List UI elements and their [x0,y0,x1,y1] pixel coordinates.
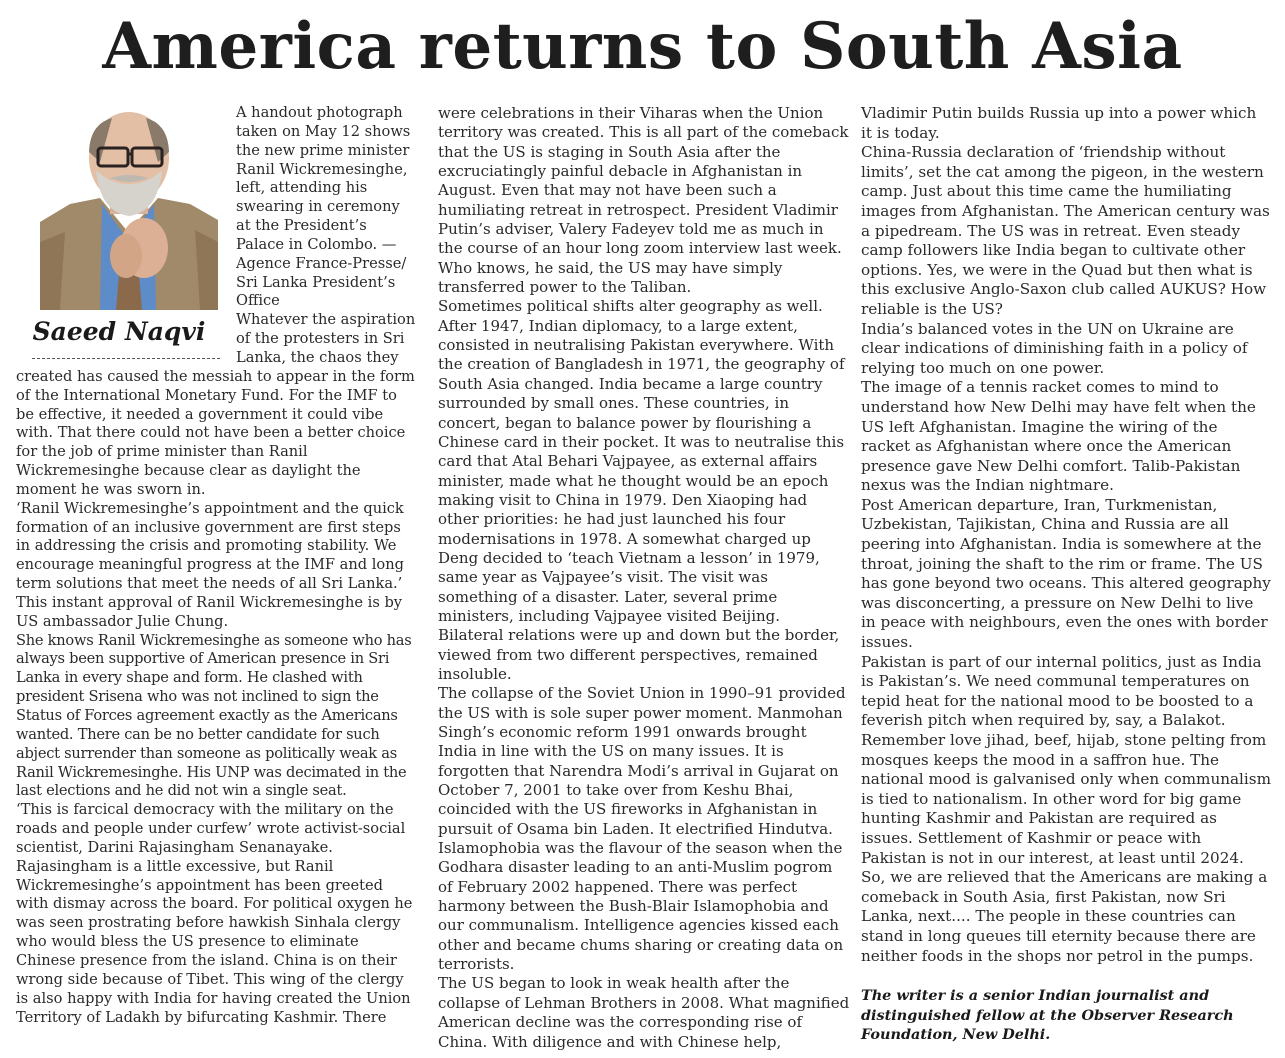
paragraph: Post American departure, Iran, Turkmenistan, Uzbekistan, Tajikistan, China and Russia are all peering into Afghanistan. India is somewhere at the throat, joining the shaft to the rim or frame. The US has gone beyond two oceans. This altered geography was disconcerting, a pressure on New Delhi to live in peace with neighbours, even the ones with border issues. [861,495,1271,652]
paragraph: India’s balanced votes in the UN on Ukraine are clear indications of diminishing faith in a policy of relying too much on one power. [861,319,1248,377]
column-3 [861,104,1271,1045]
byline-divider [32,358,220,359]
author-footnote: The writer is a senior Indian journalist and distinguished fellow at the Observer Research Foundation, New Delhi. [861,987,1234,1044]
paragraph: The collapse of the Soviet Union in 1990–91 provided the US with is sole super power moment. Manmohan Singh’s economic reform 1991 onwards brought India in line with the US on many issues. It is forgotten that Narendra Modi’s arrival in Gujarat on October 7, 2001 to take over from Keshu Bhai, coincided with the US fireworks in Afghanistan in pursuit of Osama bin Laden. It electrified Hindutva. Islamophobia was the flavour of the season when the Godhara disaster leading to an anti-Muslim pogrom of February 2002 happened. There was perfect harmony between the Bush-Blair Islamophobia and our communalism. Intelligence agencies kissed each other and became chums sharing or creating data on terrorists. [438,684,846,974]
paragraph: Pakistan is part of our internal politics, just as India is Pakistan’s. We need communal temperatures on tepid heat for the national mood to be boosted to a feverish pitch when required by, say, a Balakot. Remember love jihad, beef, hijab, stone pelting from mosques keeps the mood in a saffron hue. The national mood is galvanised only when communalism is tied to nationalism. In other word for big game hunting Kashmir and Pakistan are required as issues. Settlement of Kashmir or peace with Pakistan is not in our interest, at least until 2024. [861,652,1271,867]
paragraph: Rajasingham is a little excessive, but Ranil Wickremesinghe’s appointment has been greeted with dismay across the board. For political oxygen he was seen prostrating before hawkish Sinhala clergy who would bless the US presence to eliminate Chinese presence from the island. China is on their wrong side because of Tibet. This wing of the clergy is also happy with India for having created the Union Territory of Ladakh by bifurcating Kashmir. There [16,857,413,1026]
headline: America returns to South Asia [102,9,1183,84]
author-byline: Saeed Naqvi [32,317,206,346]
paragraph: Sometimes political shifts alter geography as well. After 1947, Indian diplomacy, to a large extent, consisted in neutralising Pakistan everywhere. With the creation of Bangladesh in 1971, the geography of South Asia changed. India became a large country surrounded by small ones. These countries, in concert, began to balance power by flourishing a Chinese card in their pocket. It was to neutralise this card that Atal Behari Vajpayee, as external affairs minister, made what he thought would be an epoch making visit to China in 1979. Den Xiaoping had other priorities: he had just launched his four modernisations in 1978. A somewhat charged up Deng decided to ‘teach Vietnam a lesson’ in 1979, same year as Vajpayee’s visit. The visit was something of a disaster. Later, several prime ministers, including Vajpayee visited Beijing. Bilateral relations were up and down but the border, viewed from two different perspectives, remained insoluble. [438,297,845,683]
paragraph: So, we are relieved that the Americans are making a comeback in South Asia, first Pakistan, now Sri Lanka, next.... The people in these countries can stand in long queues till eternity because there are neither foods in the shops nor petrol in the pumps. [861,868,1268,965]
paragraph: Whatever the aspiration of the protesters in Sri Lanka, the chaos they created has caused the messiah to appear in the form of the International Monetary Fund. For the IMF to be effective, it needed a government it could vibe with. That there could not have been a better choice for the job of prime minister than Ranil Wickremesinghe because clear as daylight the moment he was sworn in. [16,311,416,498]
paragraph: The image of a tennis racket comes to mind to understand how New Delhi may have felt when the US left Afghanistan. Imagine the wiring of the racket as Afghanistan where once the American presence gave New Delhi comfort. Talib-Pakistan nexus was the Indian nightmare. [861,378,1256,495]
paragraph: The US began to look in weak health after the collapse of Lehman Brothers in 2008. What magnified American decline was the corresponding rise of China. With diligence and with Chinese help, [438,974,850,1051]
photo-caption: A handout photograph taken on May 12 shows the new prime minister Ranil Wickremesinghe, left, attending his swearing in ceremony at the President’s Palace in Colombo. — Agence France-Presse/ Sri Lanka President’s Office [236,104,411,310]
column-2 [438,104,850,1052]
paragraph: were celebrations in their Viharas when the Union territory was created. This is all part of the comeback that the US is staging in South Asia after the excruciatingly painful debacle in Afghanistan in August. Even that may not have been such a humiliating retreat in retrospect. President Vladimir Putin’s adviser, Valery Fadeyev told me as much in the course of an hour long zoom interview last week. Who knows, he said, the US may have simply transferred power to the Taliban. [438,104,849,297]
paragraph: Vladimir Putin builds Russia up into a power which it is today. [861,104,1257,142]
column-1 [16,104,416,1027]
author-box [16,104,222,364]
author-portrait-icon [40,112,218,310]
author-photo [40,112,218,310]
paragraph: She knows Ranil Wickremesinghe as someone who has always been supportive of American presence in Sri Lanka in every shape and form. He clashed with president Srisena who was not inclined to sign the Status of Forces agreement exactly as the Americans wanted. There can be no better candidate for such abject surrender than someone as politically weak as Ranil Wickremesinghe. His UNP was decimated in the last elections and he did not win a single seat. [16,631,412,800]
paragraph: ‘This is farcical democracy with the military on the roads and people under curfew’ wrote activist-social scientist, Darini Rajasingham Senanayake. [16,801,406,856]
paragraph: China-Russia declaration of ‘friendship without limits’, set the cat among the pigeon, in the western camp. Just about this time came the humiliating images from Afghanistan. The American century was a pipedream. The US was in retreat. Even steady camp followers like India began to cultivate other options. Yes, we were in the Quad but then what is this exclusive Anglo-Saxon club called AUKUS? How reliable is the US? [861,143,1270,318]
paragraph: ‘Ranil Wickremesinghe’s appointment and the quick formation of an inclusive government are first steps in addressing the crisis and promoting stability. We encourage meaningful progress at the IMF and long term solutions that meet the needs of all Sri Lanka.’ This instant approval of Ranil Wickremesinghe is by US ambassador Julie Chung. [16,499,404,630]
